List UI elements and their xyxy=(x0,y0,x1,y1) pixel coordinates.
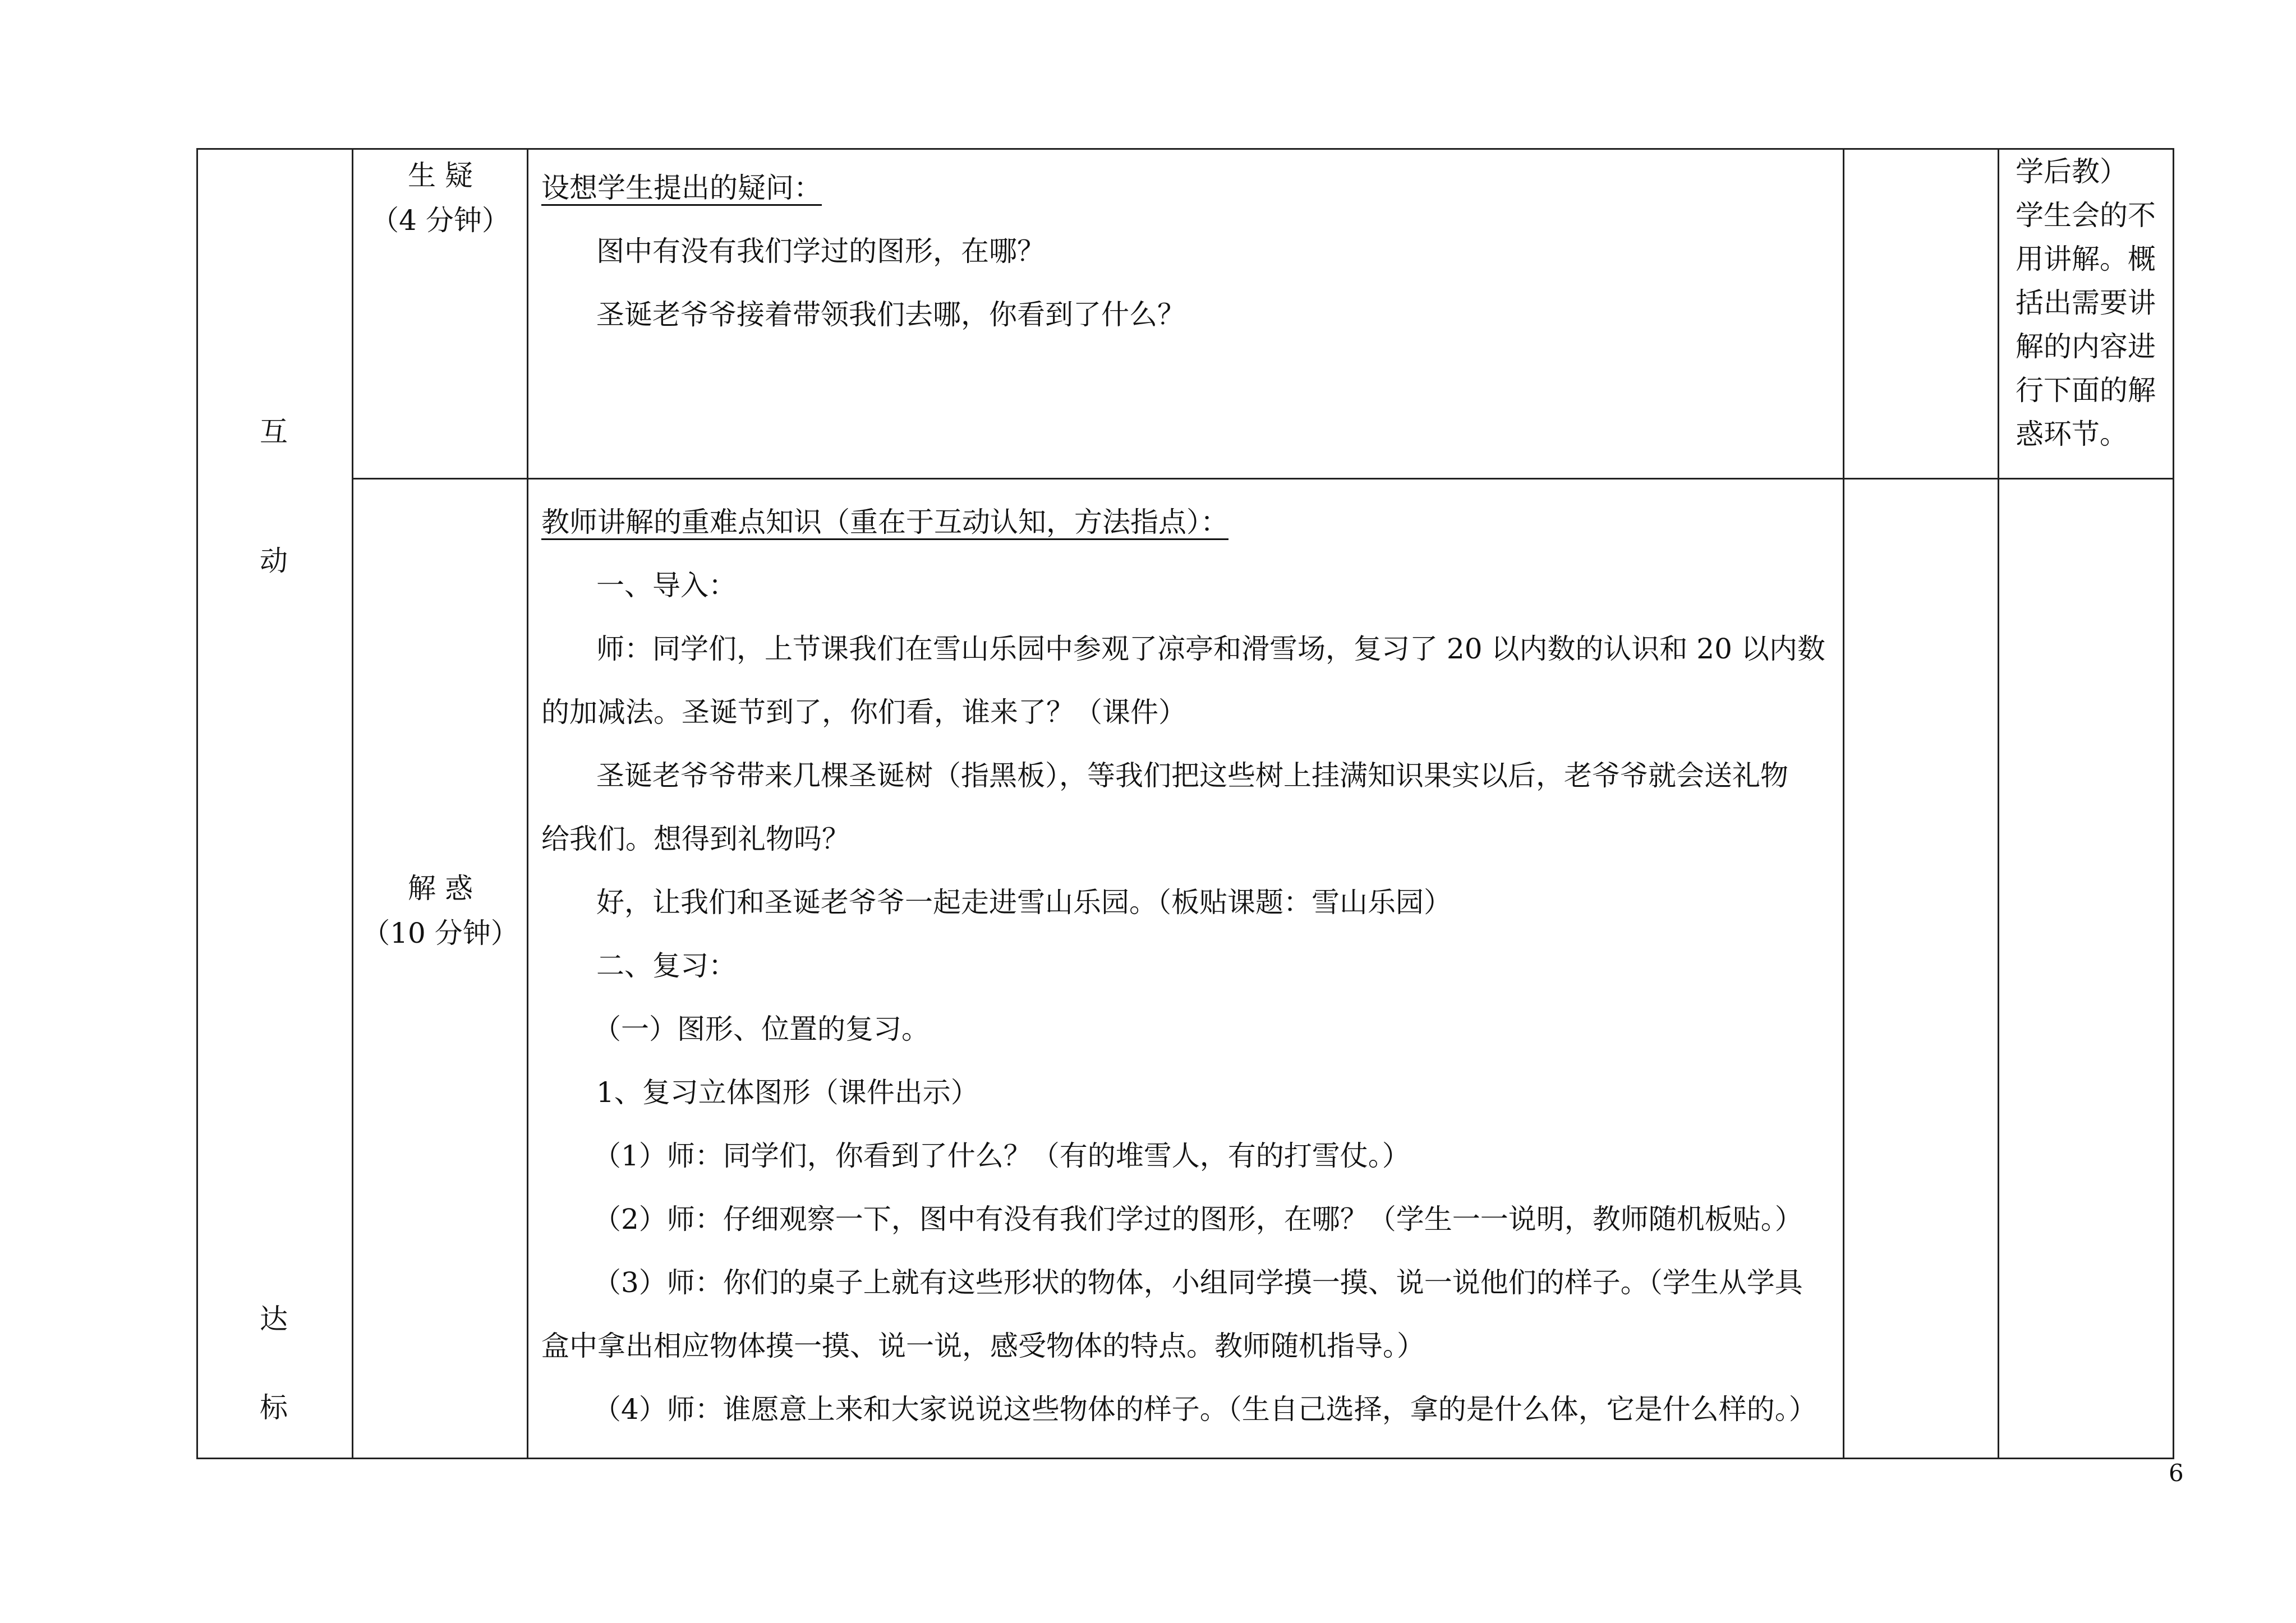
content-line: 圣诞老爷爷带来几棵圣诞树（指黑板），等我们把这些树上挂满知识果实以后，老爷爷就会送礼物 xyxy=(596,759,1788,792)
note-line: 括出需要讲 xyxy=(2016,287,2156,319)
note-line: 惑环节。 xyxy=(2016,418,2128,450)
section-heading: 教师讲解的重难点知识（重在于互动认知，方法指点）： xyxy=(541,506,1228,538)
content-line: 图中有没有我们学过的图形，在哪？ xyxy=(596,235,1045,268)
step-cell-explain xyxy=(354,866,527,956)
step-cell-question xyxy=(354,153,527,243)
stage-char-1: 互 xyxy=(260,416,288,448)
row-divider xyxy=(352,478,2173,479)
stage-char-2: 动 xyxy=(260,545,288,577)
note-line: 解的内容进 xyxy=(2016,330,2156,363)
column-divider xyxy=(352,150,353,1458)
content-line: 二、复习： xyxy=(596,949,737,982)
column-divider xyxy=(527,150,528,1458)
column-divider xyxy=(1843,150,1844,1458)
note-line: 学后教） xyxy=(2016,155,2128,188)
content-line: 盒中拿出相应物体摸一摸、说一说，感受物体的特点。教师随机指导。） xyxy=(541,1330,1425,1362)
content-line: 好，让我们和圣诞老爷爷一起走进雪山乐园。（板贴课题：雪山乐园） xyxy=(596,886,1452,919)
column-divider xyxy=(1998,150,1999,1458)
content-line: （3）师：你们的桌子上就有这些形状的物体，小组同学摸一摸、说一说他们的样子。（学生从学具 xyxy=(593,1266,1803,1299)
content-line: （4）师：谁愿意上来和大家说说这些物体的样子。（生自己选择，拿的是什么体，它是什么样的。） xyxy=(593,1393,1817,1426)
lesson-plan-table xyxy=(196,148,2174,1459)
content-line: 一、导入： xyxy=(596,569,737,602)
note-line: 用讲解。概 xyxy=(2016,243,2156,275)
step-time: （10 分钟） xyxy=(362,917,519,949)
content-line: 的加减法。圣诞节到了，你们看，谁来了？（课件） xyxy=(541,696,1186,728)
content-line: （2）师：仔细观察一下，图中有没有我们学过的图形，在哪？（学生一一说明，教师随机板贴。） xyxy=(593,1203,1803,1235)
page-number: 6 xyxy=(2169,1459,2184,1487)
content-line: 给我们。想得到礼物吗？ xyxy=(541,823,850,855)
stage-char-3: 达 xyxy=(260,1303,288,1335)
notes-cell-question xyxy=(2016,150,2167,456)
content-cell-explain xyxy=(541,491,1843,1441)
content-line: （1）师：同学们，你看到了什么？（有的堆雪人，有的打雪仗。） xyxy=(593,1140,1410,1172)
content-line: 圣诞老爷爷接着带领我们去哪，你看到了什么？ xyxy=(596,298,1185,331)
content-line: （一）图形、位置的复习。 xyxy=(593,1013,930,1045)
step-time: （4 分钟） xyxy=(371,204,510,237)
content-line: 师：同学们，上节课我们在雪山乐园中参观了凉亭和滑雪场，复习了 20 以内数的认识和 20 以内数 xyxy=(596,633,1825,665)
step-name: 生 疑 xyxy=(408,159,473,192)
step-name: 解 惑 xyxy=(408,872,473,905)
stage-char-4: 标 xyxy=(260,1391,288,1424)
content-cell-question xyxy=(541,156,1843,347)
section-heading: 设想学生提出的疑问： xyxy=(541,172,822,204)
content-line: 1、复习立体图形（课件出示） xyxy=(596,1076,979,1109)
note-line: 行下面的解 xyxy=(2016,374,2156,407)
note-line: 学生会的不 xyxy=(2016,199,2156,232)
